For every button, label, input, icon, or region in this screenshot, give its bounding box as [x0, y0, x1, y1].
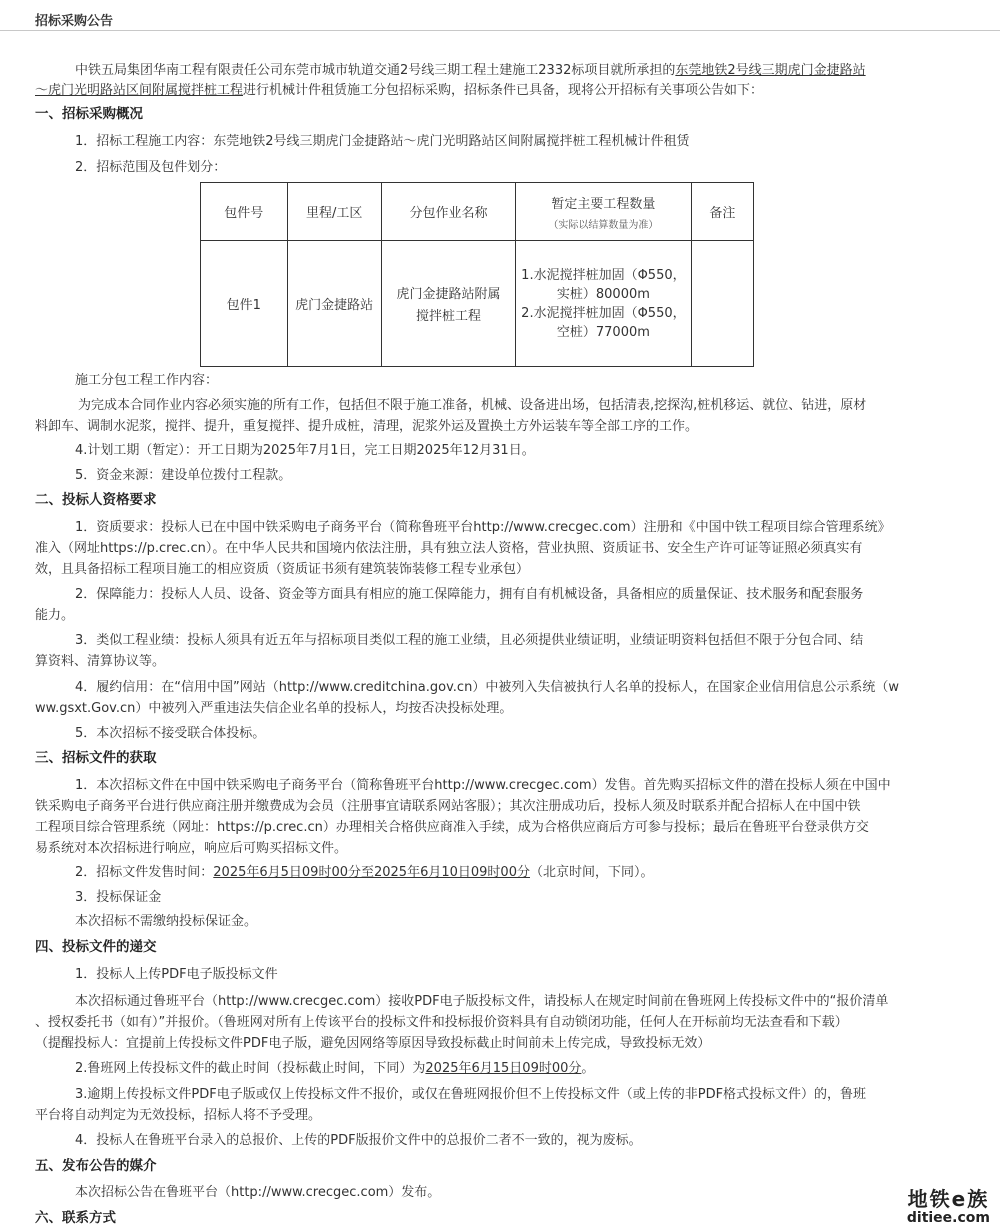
cell-work-name: 虎门金捷路站附属 搅拌桩工程: [381, 241, 515, 367]
s4-p1-line-2: 、授权委托书（如有）”并报价。（鲁班网对所有上传该平台的投标文件和投标报价资料具有自动锁闭功能，任何人在开标前均无法查看和下载）: [35, 1015, 848, 1030]
s1-item-2: 2．招标范围及包件划分：: [75, 160, 227, 175]
s3-p3-text: 本次招标不需缴纳投标保证金。: [75, 914, 258, 929]
s1-item-4: 4.计划工期（暂定）：开工日期为2025年7月1日，完工日期2025年12月31日。: [75, 443, 535, 458]
header-remark: 备注: [691, 183, 753, 241]
s3-p1-line-2: 铁采购电子商务平台进行供应商注册并缴费成为会员（注册事宜请联系网站客服）；其次注册成功后，投标人须及时联系并配合招标人在中国中铁: [35, 799, 861, 814]
s2-p4-line-1: 4．履约信用：在“信用中国”网站（http://www.creditchina.gov.cn）中被列入失信被执行人名单的投标人，在国家企业信用信息公示系统（w: [75, 680, 899, 695]
s4-p3-line-1: 3.逾期上传投标文件PDF电子版或仅上传投标文件不报价，或仅在鲁班网报价但不上传投标文件（或上传的非PDF格式投标文件）的，鲁班: [75, 1087, 867, 1102]
table-row: [201, 241, 754, 367]
s4-p1: 1．投标人上传PDF电子版投标文件: [75, 967, 278, 982]
s2-p1-line-2: 准入（网址https://p.crec.cn）。在中华人民共和国境内依法注册，具有独立法人资格，营业执照、资质证书、安全生产许可证等证照必须真实有: [35, 541, 863, 556]
section-4-heading: 四、投标文件的递交: [35, 939, 157, 955]
s4-p4: 4．投标人在鲁班平台录入的总报价、上传的PDF版报价文件中的总报价二者不一致的，视为废标。: [75, 1133, 642, 1148]
header-area: 里程/工区: [287, 183, 381, 241]
s2-p1-line-1: 1．资质要求：投标人已在中国中铁采购电子商务平台（简称鲁班平台http://www.crecgec.com）注册和《中国中铁工程项目综合管理系统》: [75, 520, 891, 535]
section-6-heading: 六、联系方式: [35, 1210, 116, 1226]
intro-text-cont: 进行机械计件租赁施工分包招标采购，招标条件已具备，现将公开招标有关事项公告如下：: [243, 83, 764, 98]
section-1-heading: 一、招标采购概况: [35, 106, 143, 122]
section-3-heading: 三、招标文件的获取: [35, 750, 157, 766]
s3-p2: 2．招标文件发售时间：2025年6月5日09时00分至2025年6月10日09时00分（北京时间，下同）。: [75, 865, 654, 880]
s2-p1-line-3: 效，且具备招标工程项目施工的相应资质（资质证书须有建筑装饰装修工程专业承包）: [35, 562, 530, 577]
package-table: [200, 182, 754, 367]
document-title: 招标采购公告: [35, 14, 114, 29]
s2-p3-line-2: 算资料、清算协议等。: [35, 654, 166, 669]
intro-text: 中铁五局集团华南工程有限责任公司东莞市城市轨道交通2号线三期工程土建施工2332标项目就所承担的: [75, 63, 676, 78]
s2-p2-line-1: 2．保障能力：投标人人员、设备、资金等方面具有相应的施工保障能力，拥有自有机械设备，具备相应的质量保证、技术服务和配套服务: [75, 587, 864, 602]
table-header-row: [201, 183, 754, 241]
watermark-logo: 地铁e族 ditiee.com: [906, 1187, 990, 1226]
cell-package-no: 包件1: [201, 241, 288, 367]
deadline: 2025年6月15日09时00分: [425, 1061, 582, 1076]
s1-item-1: 1．招标工程施工内容：东莞地铁2号线三期虎门金捷路站～虎门光明路站区间附属搅拌桩工程机械计件租赁: [75, 134, 690, 149]
s1-work-line-2: 料卸车、调制水泥浆，搅拌、提升，重复搅拌、提升成桩，清理，泥浆外运及置换土方外运装车等全部工序的工作。: [35, 419, 699, 434]
intro-project-name: 东莞地铁2号线三期虎门金捷路站: [675, 63, 866, 78]
sale-period: 2025年6月5日09时00分至2025年6月10日09时00分: [213, 865, 530, 880]
title-divider: [0, 30, 1000, 31]
s4-p1-line-3: （提醒投标人：宜提前上传投标文件PDF电子版，避免因网络等原因导致投标截止时间前未上传完成，导致投标无效）: [35, 1036, 711, 1051]
intro-line-1: [75, 60, 972, 81]
s3-p1-line-4: 易系统对本次招标进行响应，响应后可购买招标文件。: [35, 841, 348, 856]
s3-p1-line-1: 1．本次招标文件在中国中铁采购电子商务平台（简称鲁班平台http://www.crecgec.com）发售。首先购买招标文件的潜在投标人须在中国中: [75, 778, 891, 793]
section-2-heading: 二、投标人资格要求: [35, 492, 157, 508]
header-quantity: 暂定主要工程数量 （实际以结算数量为准）: [516, 183, 692, 241]
header-work-name: 分包作业名称: [381, 183, 515, 241]
s3-p3: 3．投标保证金: [75, 890, 162, 905]
s4-p2: 2.鲁班网上传投标文件的截止时间（投标截止时间，下同）为2025年6月15日09时00分。: [75, 1061, 595, 1076]
intro-project-name-cont: ～虎门光明路站区间附属搅拌桩工程: [35, 83, 244, 98]
s2-p5: 5．本次招标不接受联合体投标。: [75, 726, 266, 741]
s1-item-5: 5．资金来源：建设单位拨付工程款。: [75, 468, 292, 483]
s5-p1: 本次招标公告在鲁班平台（http://www.crecgec.com）发布。: [75, 1185, 441, 1200]
header-package-no: 包件号: [201, 183, 288, 241]
cell-area: 虎门金捷路站: [287, 241, 381, 367]
cell-remark: [691, 241, 753, 367]
s4-p1-line-1: 本次招标通过鲁班平台（http://www.crecgec.com）接收PDF电子版投标文件，请投标人在规定时间前在鲁班网上传投标文件中的“报价清单: [75, 994, 889, 1009]
intro-line-2: [35, 80, 972, 101]
section-5-heading: 五、发布公告的媒介: [35, 1158, 157, 1174]
s3-p1-line-3: 工程项目综合管理系统（网址：https://p.crec.cn）办理相关合格供应商准入手续，成为合格供应商后方可参与投标；最后在鲁班平台登录供方交: [35, 820, 869, 835]
cell-quantity: 1.水泥搅拌桩加固（Φ550， 实桩）80000m 2.水泥搅拌桩加固（Φ550， 空桩）77000m: [516, 241, 692, 367]
s1-work-line-1: 为完成本合同作业内容必须实施的所有工作，包括但不限于施工准备，机械、设备进出场，包括清表,挖探沟,桩机移运、就位、钻进，原材: [78, 398, 867, 413]
s1-work-label: 施工分包工程工作内容：: [75, 373, 219, 388]
s2-p3-line-1: 3．类似工程业绩：投标人须具有近五年与招标项目类似工程的施工业绩，且必须提供业绩证明，业绩证明资料包括但不限于分包合同、结: [75, 633, 864, 648]
s2-p4-line-2: ww.gsxt.Gov.cn）中被列入严重违法失信企业名单的投标人，均按否决投标处理。: [35, 701, 513, 716]
s4-p3-line-2: 平台将自动判定为无效投标，招标人将不予受理。: [35, 1108, 322, 1123]
s2-p2-line-2: 能力。: [35, 608, 75, 623]
